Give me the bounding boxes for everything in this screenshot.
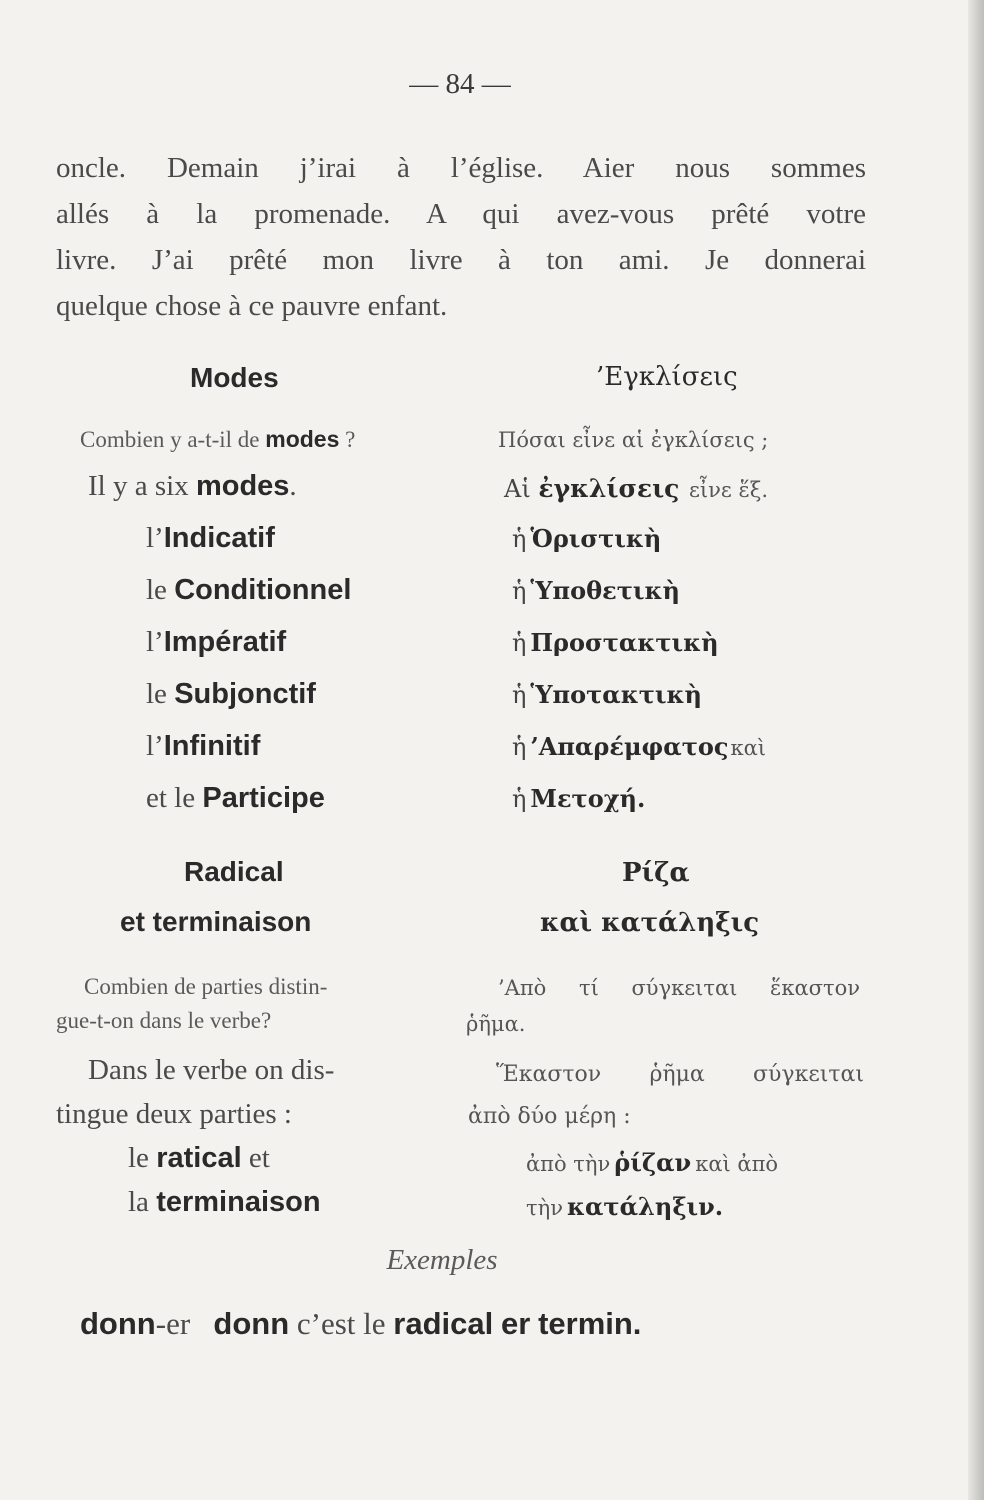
question-bold-word: modes	[265, 426, 340, 452]
example-word: radical	[393, 1306, 494, 1341]
mode-article: ἡ	[512, 733, 527, 761]
mode-item-gr	[512, 628, 719, 657]
mode-item-fr	[146, 730, 260, 763]
intro-line: livre. J’ai prêté mon livre à ton ami. Je donnerai	[56, 244, 866, 276]
mode-name: Infinitif	[163, 730, 261, 762]
mode-item-gr	[512, 680, 702, 709]
answer-text: Il y a six	[88, 470, 189, 502]
answer-text: καὶ ἀπὸ	[695, 1152, 779, 1176]
page-number: — 84 —	[409, 68, 511, 100]
question-mark: ?	[345, 427, 356, 452]
mode-name: ’Απαρέμφατος	[530, 732, 729, 761]
mode-article: l’	[146, 626, 164, 658]
example-text: -er	[155, 1306, 191, 1341]
radical-question-gr-1: ’Απὸ τί σύγκειται ἕκαστον	[498, 976, 860, 1000]
radical-answer-gr-2: ἀπὸ δύο μέρη :	[468, 1104, 631, 1129]
mode-name: Ὁριστικὴ	[530, 524, 662, 553]
radical-answer-gr-4	[526, 1192, 723, 1221]
radical-heading-gr-1: Ρίζα	[622, 858, 690, 888]
radical-answer-fr-3	[128, 1142, 270, 1175]
mode-item-fr	[146, 522, 275, 555]
answer-bold-word: κατάληξιν.	[566, 1192, 724, 1221]
intro-line: allés à la promenade. A qui avez-vous prêté votre	[56, 198, 866, 230]
mode-name: Προστακτικὴ	[530, 628, 719, 657]
radical-heading-gr-2: καὶ κατάληξις	[540, 908, 760, 938]
modes-question-fr	[80, 426, 355, 453]
modes-answer-gr	[504, 474, 768, 503]
mode-item-gr	[512, 784, 645, 813]
example-word: er	[501, 1306, 531, 1341]
mode-name: Ὑποτακτικὴ	[530, 680, 702, 709]
examples-heading: Exemples	[386, 1244, 498, 1276]
mode-item-gr	[512, 732, 766, 761]
mode-item-fr	[146, 626, 286, 659]
modes-answer-fr	[88, 470, 297, 503]
answer-text: le	[128, 1142, 149, 1174]
answer-text: Αἱ	[504, 475, 531, 503]
answer-bold-word: ῥίζαν	[614, 1148, 692, 1177]
intro-line: oncle. Demain j’irai à l’église. Aier nous sommes	[56, 152, 866, 184]
mode-article: ἡ	[512, 681, 527, 709]
mode-article: ἡ	[512, 785, 527, 813]
mode-item-fr	[146, 782, 325, 815]
answer-text: et	[248, 1142, 270, 1174]
example-word: donn	[213, 1306, 290, 1341]
mode-article: l’	[146, 522, 164, 554]
radical-question-fr-2: gue-t-on dans le verbe?	[56, 1008, 272, 1033]
mode-article: le	[146, 574, 175, 606]
intro-line: quelque chose à ce pauvre enfant.	[56, 290, 448, 322]
mode-suffix: καὶ	[730, 736, 767, 760]
radical-answer-fr-4	[128, 1186, 321, 1219]
modes-heading-gr: ’Εγκλίσεις	[596, 362, 738, 392]
mode-article: le	[146, 678, 175, 710]
answer-text: τὴν	[526, 1196, 563, 1220]
mode-item-gr	[512, 576, 680, 605]
mode-article: ἡ	[512, 525, 527, 553]
modes-heading-fr: Modes	[190, 362, 279, 393]
answer-bold-word: terminaison	[156, 1186, 321, 1218]
mode-item-fr	[146, 678, 316, 711]
mode-item-gr	[512, 524, 661, 553]
radical-heading-fr-1: Radical	[184, 856, 284, 887]
example-word: termin.	[538, 1306, 642, 1341]
modes-question-gr: Πόσαι εἶνε αἱ ἐγκλίσεις ;	[498, 428, 769, 452]
example-line	[80, 1306, 641, 1342]
answer-period: .	[289, 470, 297, 502]
answer-text: la	[128, 1186, 149, 1218]
example-word: donn	[80, 1306, 156, 1341]
radical-answer-gr-1: Ἕκαστον ῥῆμα σύγκειται	[496, 1062, 864, 1087]
intro-paragraph	[56, 152, 866, 322]
example-text: c’est le	[296, 1306, 386, 1341]
mode-article: ἡ	[512, 629, 527, 657]
mode-name: Μετοχή.	[530, 784, 646, 813]
mode-item-fr	[146, 574, 351, 607]
mode-name: Conditionnel	[174, 574, 352, 606]
question-text: Combien y a-t-il de	[80, 427, 260, 452]
mode-name: Subjonctif	[174, 678, 316, 710]
radical-answer-fr-2: tingue deux parties :	[56, 1098, 292, 1130]
answer-text: ἀπὸ τὴν	[526, 1152, 611, 1176]
radical-question-gr-2: ῥῆμα.	[466, 1012, 526, 1036]
mode-article: et le	[146, 782, 203, 814]
mode-name: Impératif	[163, 626, 287, 658]
radical-answer-gr-3	[526, 1148, 778, 1177]
answer-bold-word: ἐγκλίσεις	[538, 474, 680, 503]
mode-article: l’	[146, 730, 164, 762]
answer-bold-word: ratical	[156, 1142, 242, 1174]
mode-article: ἡ	[512, 577, 527, 605]
radical-answer-fr-1: Dans le verbe on dis-	[88, 1054, 335, 1086]
radical-question-fr-1: Combien de parties distin-	[84, 974, 328, 999]
mode-name: Participe	[202, 782, 325, 814]
answer-bold-word: modes	[195, 470, 290, 502]
mode-name: Ὑποθετικὴ	[530, 576, 680, 605]
answer-text: εἶνε ἕξ.	[689, 478, 768, 502]
radical-heading-fr-2: et terminaison	[120, 906, 312, 937]
mode-name: Indicatif	[163, 522, 275, 554]
